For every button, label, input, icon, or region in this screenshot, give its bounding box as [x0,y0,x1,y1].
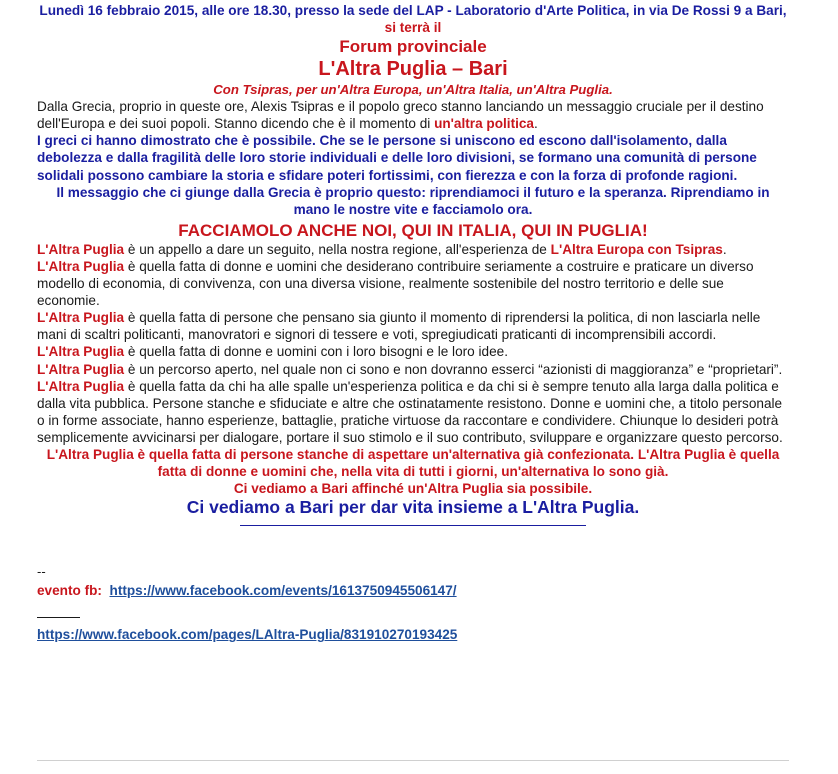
bottom-divider [37,760,789,761]
brand-name: L'Altra Puglia [37,241,125,257]
greek-paragraph: I greci ci hanno dimostrato che è possibile. Che se le persone si uniscono ed escono dall'isolamento, dalla debolezza e dalla fragilità delle loro storie individuali e delle loro divisioni, se formano una comunità di persone solidali possono cambiare la storia e sfidare poteri fortissimi, con fierezza e con la forza di profonde ragioni. [37,133,757,183]
brand-name: L'Altra Puglia [37,361,125,377]
forum-title: Forum provinciale [339,37,487,57]
facebook-page-link[interactable]: https://www.facebook.com/pages/LAltra-Puglia/831910270193425 [37,627,458,643]
brand-paragraph: L'Altra Puglia è un appello a dare un seguito, nella nostra regione, all'esperienza de L'Altra Europa con Tsipras. [37,241,727,257]
brand-name: L'Altra Puglia [37,378,125,394]
divider [37,617,80,618]
brand-name: L'Altra Puglia [37,310,125,326]
page-link-line [37,626,789,643]
forum-subtitle: Con Tsipras, per un'Altra Europa, un'Altra Italia, un'Altra Puglia. [213,82,613,98]
brand-paragraph: L'Altra Puglia è quella fatta di donne e uomini con i loro bisogni e le loro idee. [37,344,508,360]
emphasis-text: un'altra politica [434,116,534,132]
brand-paragraph: L'Altra Puglia è quella fatta di persone che pensano sia giunto il momento di riprendersi la politica, di non lasciarla nelle mani di scaltri politicanti, manovratori e signori di tessere e voti, spregiudicati praticanti di incomprensibili accordi. [37,310,761,343]
brand-paragraph: L'Altra Puglia è quella fatta di donne e uomini che desiderano contribuire seriamente a costruire e praticare un diverso modello di economia, di convivenza, con una diversa visione, realmente sostenibile del nostro territorio e delle sue economie. [37,258,754,309]
announcement-line: si terrà il [384,20,442,36]
intro-paragraph: Dalla Grecia, proprio in queste ore, Alexis Tsipras e il popolo greco stanno lanciando un messaggio cruciale per il destino dell'Europa e dei suoi popoli. Stanno dicendo che è il momento di un'altra politica. [37,99,764,132]
event-label: evento fb: [37,583,102,599]
event-line [37,582,789,599]
event-announcement: Lunedì 16 febbraio 2015, alle ore 18.30, presso la sede del LAP - Laboratorio d'Arte Politica, in via De Rossi 9 a Bari, [39,3,787,18]
closing-paragraph: L'Altra Puglia è quella fatta di persone stanche di aspettare un'alternativa già confezionata. L'Altra Puglia è quella fatta di donne e uomini che, nella vita di tutti i giorni, un'alternativa lo sono già. [46,446,780,480]
brand-paragraph: L'Altra Puglia è un percorso aperto, nel quale non ci sono e non dovranno esserci “azionisti di maggioranza” e “proprietari”. [37,361,783,377]
final-line: Ci vediamo a Bari per dar vita insieme a L'Altra Puglia. [186,497,640,518]
emphasis-text: L'Altra Europa con Tsipras [550,241,723,257]
brand-paragraph: L'Altra Puglia è quella fatta da chi ha alle spalle un'esperienza politica e da chi si è sempre tenuto alla larga dalla politica e dalla vita pubblica. Persone stanche e sfiduciate e altre che ostinatamente resistono. Donne e uomini che, a titolo personale o in forme associate, hanno esperienze, battaglie, pratiche virtuose da raccontare e condividere. Chiunque lo desideri potrà semplicemente avvicinarsi per dialogare, portare il suo stimolo e il suo contributo, sviluppare e organizzare questo percorso. [37,378,783,445]
event-link[interactable]: https://www.facebook.com/events/1613750945506147/ [109,583,457,599]
forum-name: L'Altra Puglia – Bari [318,58,508,81]
brand-name: L'Altra Puglia [37,258,125,274]
brand-name: L'Altra Puglia [37,344,125,360]
signature-dash: -- [37,564,46,580]
document-body [37,2,789,644]
call-to-action-heading: FACCIAMOLO ANCHE NOI, QUI IN ITALIA, QUI IN PUGLIA! [178,220,648,240]
message-paragraph: Il messaggio che ci giunge dalla Grecia è proprio questo: riprendiamoci il futuro e la speranza. Riprendiamo in mano le nostre vite e facciamolo ora. [56,184,770,217]
closing-line: Ci vediamo a Bari affinché un'Altra Puglia sia possibile. [233,481,593,497]
